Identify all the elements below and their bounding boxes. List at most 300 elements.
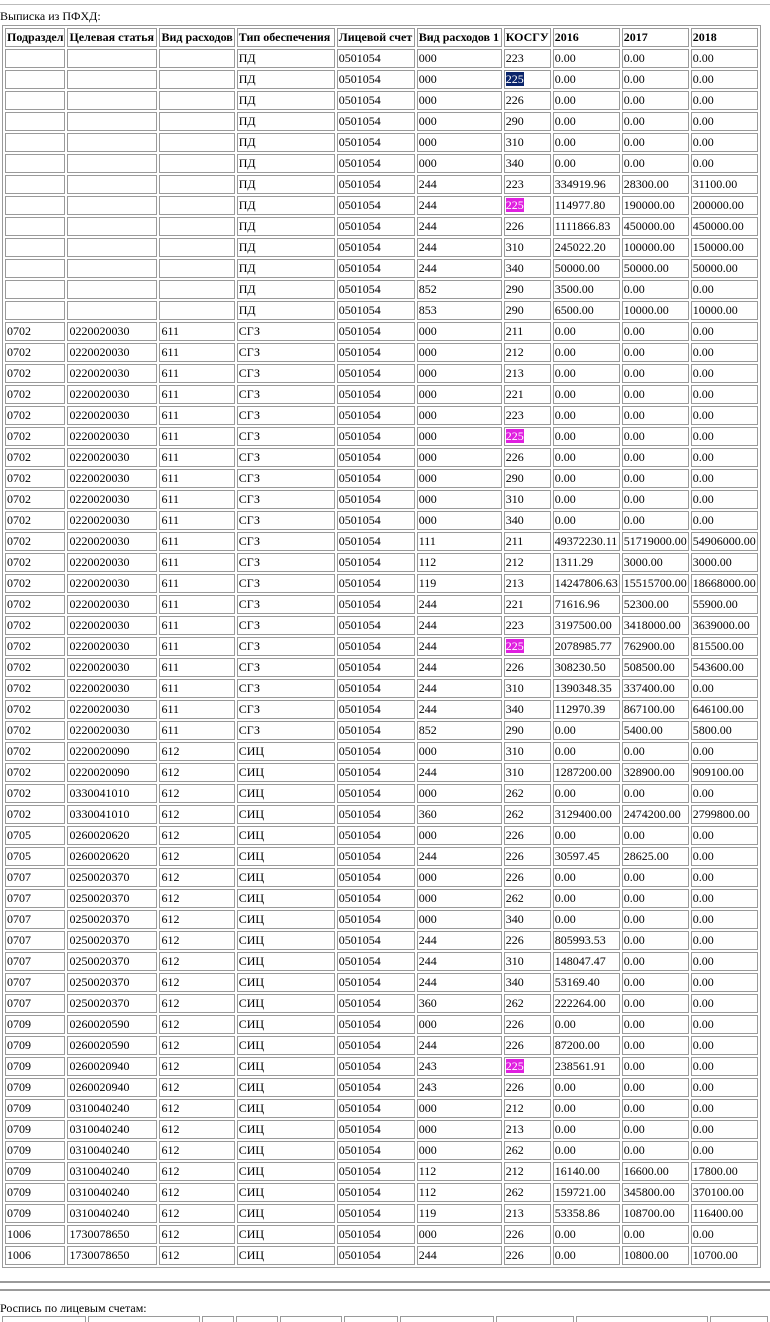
table-row <box>5 910 758 929</box>
cell-col-expense-type: 611 <box>159 553 234 572</box>
cell-col-provision-type: ПД <box>237 217 335 236</box>
cell-col-expense-type-1: 244 <box>417 259 502 278</box>
cell-col-provision-type: СИЦ <box>237 910 335 929</box>
cell-col-expense-type: 612 <box>159 1141 234 1160</box>
cell-col-2018: 116400.00 <box>691 1204 758 1223</box>
cell-col-2016: 0.00 <box>553 826 620 845</box>
cell-col-expense-type: 612 <box>159 742 234 761</box>
cell-col-target-article: 0310040240 <box>67 1162 157 1181</box>
cell-col-2018: 10700.00 <box>691 1246 758 1265</box>
cell-col-kosgu: 340 <box>504 511 551 530</box>
cell-col-expense-type: 612 <box>159 1162 234 1181</box>
header-col-kosgu: КОСГУ <box>504 28 551 47</box>
cell-col-account: 0501054 <box>337 1036 415 1055</box>
cell-col-subsection <box>5 280 65 299</box>
cell-col-subsection: 0709 <box>5 1120 65 1139</box>
cell-col-subsection <box>5 301 65 320</box>
cell-col-target-article: 0220020030 <box>67 490 157 509</box>
cell-col-kosgu: 310 <box>504 490 551 509</box>
cell-col-kosgu: 226 <box>504 868 551 887</box>
table-row <box>5 952 758 971</box>
highlighted-kosgu: 225 <box>505 198 524 212</box>
cell-col-2016: 0.00 <box>553 385 620 404</box>
table-row <box>5 301 758 320</box>
cell-col-2016: 6500.00 <box>553 301 620 320</box>
cell-col-account: 0501054 <box>337 175 415 194</box>
cell-col-target-article: 1730078650 <box>67 1246 157 1265</box>
cell-col-target-article: 0220020030 <box>67 364 157 383</box>
cell-col-2017: 0.00 <box>622 1225 689 1244</box>
cell-col-target-article: 0220020030 <box>67 406 157 425</box>
cell-col-kosgu: 221 <box>504 385 551 404</box>
cell-col-subsection: 0702 <box>5 616 65 635</box>
cell-col-kosgu: 262 <box>504 1183 551 1202</box>
highlighted-kosgu: 225 <box>505 639 524 653</box>
table-row <box>5 196 758 215</box>
cell-col-target-article <box>67 196 157 215</box>
table-row <box>5 700 758 719</box>
cell-col-expense-type: 612 <box>159 1225 234 1244</box>
cell-col-kosgu: 212 <box>504 1099 551 1118</box>
cell-col-2016: 0.00 <box>553 469 620 488</box>
cell-col-target-article <box>67 217 157 236</box>
cell-col-subsection: 0702 <box>5 805 65 824</box>
cell-col-kosgu: 213 <box>504 574 551 593</box>
cell-col-provision-type: СГЗ <box>237 595 335 614</box>
cell-col-expense-type: 612 <box>159 1246 234 1265</box>
cell-col-2018: 0.00 <box>691 952 758 971</box>
table-row <box>5 175 758 194</box>
table-row <box>5 1036 758 1055</box>
cell-col-target-article: 0220020030 <box>67 700 157 719</box>
cell-col-kosgu: 226 <box>504 826 551 845</box>
cell-col-expense-type-1: 000 <box>417 385 502 404</box>
cell-col-2018: 0.00 <box>691 1141 758 1160</box>
cell-col-account: 0501054 <box>337 196 415 215</box>
cell-col-2018: 370100.00 <box>691 1183 758 1202</box>
cell-col-expense-type-1: 000 <box>417 511 502 530</box>
cell-col-expense-type-1: 244 <box>417 616 502 635</box>
cell-col-subsection: 0702 <box>5 658 65 677</box>
cell-col-expense-type-1: 000 <box>417 91 502 110</box>
cell-col-2017: 0.00 <box>622 322 689 341</box>
cell-col-provision-type: СГЗ <box>237 700 335 719</box>
cell-col-account: 0501054 <box>337 490 415 509</box>
cell-col-2017: 108700.00 <box>622 1204 689 1223</box>
cell-col-2017: 52300.00 <box>622 595 689 614</box>
cell-col-kosgu: 226 <box>504 1078 551 1097</box>
table-row <box>5 658 758 677</box>
cell-col-subsection: 0702 <box>5 511 65 530</box>
cell-col-2017: 0.00 <box>622 364 689 383</box>
cell-col-2017: 0.00 <box>622 385 689 404</box>
cell-col-2017: 0.00 <box>622 1036 689 1055</box>
cell-col-2016: 0.00 <box>553 1120 620 1139</box>
cell-col-target-article: 0260020620 <box>67 847 157 866</box>
cell-col-provision-type: СГЗ <box>237 511 335 530</box>
cell-col-target-article: 0220020030 <box>67 595 157 614</box>
table-row <box>5 1057 758 1076</box>
cell-col-provision-type: СГЗ <box>237 427 335 446</box>
cell-col-kosgu: 226 <box>504 448 551 467</box>
header-col-target-article: Целевая статья <box>67 28 157 47</box>
cell-col-account: 0501054 <box>337 91 415 110</box>
cell-col-kosgu: 290 <box>504 721 551 740</box>
cell-col-2017: 0.00 <box>622 91 689 110</box>
header-row <box>5 28 758 47</box>
table-row <box>5 1183 758 1202</box>
cell-col-expense-type <box>159 70 234 89</box>
cell-col-kosgu: 226 <box>504 931 551 950</box>
cell-col-subsection: 0702 <box>5 595 65 614</box>
cell-col-account: 0501054 <box>337 49 415 68</box>
cell-col-2018: 18668000.00 <box>691 574 758 593</box>
cell-col-expense-type-1: 244 <box>417 931 502 950</box>
cell-col-target-article: 0260020940 <box>67 1078 157 1097</box>
cell-col-provision-type: СИЦ <box>237 889 335 908</box>
cell-col-provision-type: СГЗ <box>237 448 335 467</box>
cell-col-2018: 0.00 <box>691 490 758 509</box>
cell-col-expense-type: 611 <box>159 469 234 488</box>
cell-col-provision-type: ПД <box>237 70 335 89</box>
cell-col-provision-type: ПД <box>237 238 335 257</box>
cell-col-provision-type: СИЦ <box>237 1036 335 1055</box>
cell-col-account: 0501054 <box>337 1183 415 1202</box>
cell-col-expense-type-1: 244 <box>417 658 502 677</box>
cell-col-2018: 0.00 <box>691 133 758 152</box>
cell-col-2017: 0.00 <box>622 910 689 929</box>
table-row <box>5 259 758 278</box>
cell-col-kosgu: 212 <box>504 1162 551 1181</box>
cell-col-2017: 0.00 <box>622 1057 689 1076</box>
cell-col-provision-type: СГЗ <box>237 574 335 593</box>
cell-col-expense-type: 612 <box>159 847 234 866</box>
cell-col-kosgu: 211 <box>504 322 551 341</box>
table-row <box>5 70 758 89</box>
cell-col-subsection: 0707 <box>5 952 65 971</box>
cell-col-2017: 10800.00 <box>622 1246 689 1265</box>
cell-col-kosgu: 221 <box>504 595 551 614</box>
cell-col-expense-type-1: 000 <box>417 910 502 929</box>
cell-col-target-article: 0310040240 <box>67 1141 157 1160</box>
cell-col-kosgu: 223 <box>504 175 551 194</box>
cell-col-2018: 0.00 <box>691 826 758 845</box>
cell-col-target-article <box>67 133 157 152</box>
table-row <box>5 1225 758 1244</box>
cell-col-target-article <box>67 49 157 68</box>
table-row <box>5 490 758 509</box>
cell-col-subsection: 0702 <box>5 532 65 551</box>
cell-col-2018: 31100.00 <box>691 175 758 194</box>
cell-col-kosgu: 226 <box>504 1225 551 1244</box>
cell-col-target-article: 0220020030 <box>67 343 157 362</box>
cell-col-expense-type <box>159 175 234 194</box>
cell-col-subsection <box>5 91 65 110</box>
cell-col-expense-type: 612 <box>159 1099 234 1118</box>
cell-col-account: 0501054 <box>337 616 415 635</box>
table-row <box>5 763 758 782</box>
cell-col-expense-type <box>159 301 234 320</box>
cell-col-subsection: 0707 <box>5 910 65 929</box>
cell-col-expense-type <box>159 112 234 131</box>
cell-col-account: 0501054 <box>337 658 415 677</box>
cell-col-2016: 1311.29 <box>553 553 620 572</box>
table-row <box>5 679 758 698</box>
cell-col-expense-type: 611 <box>159 679 234 698</box>
cell-col-provision-type: СИЦ <box>237 1183 335 1202</box>
cell-col-expense-type: 611 <box>159 322 234 341</box>
cell-col-2017: 867100.00 <box>622 700 689 719</box>
cell-col-expense-type-1: 000 <box>417 1015 502 1034</box>
cell-col-expense-type-1: 000 <box>417 742 502 761</box>
cell-col-2017: 328900.00 <box>622 763 689 782</box>
cell-col-target-article: 0220020030 <box>67 322 157 341</box>
cell-col-2018: 0.00 <box>691 322 758 341</box>
cell-col-subsection: 0709 <box>5 1078 65 1097</box>
cell-col-subsection: 0702 <box>5 322 65 341</box>
table-row <box>5 469 758 488</box>
table-row <box>5 217 758 236</box>
cell-col-target-article: 0220020030 <box>67 511 157 530</box>
table-row <box>5 364 758 383</box>
cell-col-2017: 28300.00 <box>622 175 689 194</box>
cell-col-2017: 100000.00 <box>622 238 689 257</box>
cell-col-account: 0501054 <box>337 826 415 845</box>
cell-col-2016: 0.00 <box>553 322 620 341</box>
cell-col-provision-type: СГЗ <box>237 406 335 425</box>
cell-col-2017: 190000.00 <box>622 196 689 215</box>
cell-col-provision-type: ПД <box>237 196 335 215</box>
cell-col-expense-type-1: 000 <box>417 322 502 341</box>
cell-col-2016: 0.00 <box>553 91 620 110</box>
header-col-2016: 2016 <box>553 28 620 47</box>
cell-col-2017: 345800.00 <box>622 1183 689 1202</box>
cell-col-expense-type: 612 <box>159 973 234 992</box>
cell-col-provision-type: СИЦ <box>237 847 335 866</box>
table-row <box>5 406 758 425</box>
cell-col-expense-type-1: 000 <box>417 1225 502 1244</box>
cell-col-kosgu: 223 <box>504 406 551 425</box>
cell-col-kosgu: 340 <box>504 259 551 278</box>
cell-col-account: 0501054 <box>337 721 415 740</box>
cell-col-expense-type-1: 243 <box>417 1078 502 1097</box>
cell-col-kosgu: 212 <box>504 553 551 572</box>
cell-col-expense-type: 611 <box>159 448 234 467</box>
cell-col-2017: 0.00 <box>622 868 689 887</box>
cell-col-subsection: 0707 <box>5 889 65 908</box>
cell-col-2018: 0.00 <box>691 385 758 404</box>
cell-col-expense-type-1: 360 <box>417 994 502 1013</box>
cell-col-2016: 14247806.63 <box>553 574 620 593</box>
cell-col-2016: 0.00 <box>553 70 620 89</box>
cell-col-expense-type-1: 852 <box>417 721 502 740</box>
table-row <box>5 532 758 551</box>
cell-col-2016: 3129400.00 <box>553 805 620 824</box>
cell-col-target-article: 0330041010 <box>67 805 157 824</box>
cell-col-2016: 87200.00 <box>553 1036 620 1055</box>
cell-col-account: 0501054 <box>337 112 415 131</box>
table-row <box>5 574 758 593</box>
cell-col-2017: 450000.00 <box>622 217 689 236</box>
table-row <box>5 427 758 446</box>
cell-col-subsection: 0702 <box>5 574 65 593</box>
cell-col-2018: 0.00 <box>691 112 758 131</box>
cell-col-expense-type: 612 <box>159 784 234 803</box>
cell-col-2018: 150000.00 <box>691 238 758 257</box>
cell-col-target-article <box>67 91 157 110</box>
cell-col-2018: 200000.00 <box>691 196 758 215</box>
cell-col-expense-type-1: 244 <box>417 952 502 971</box>
cell-col-2018: 0.00 <box>691 1015 758 1034</box>
cell-col-2017: 15515700.00 <box>622 574 689 593</box>
cell-col-2017: 762900.00 <box>622 637 689 656</box>
cell-col-target-article: 0220020030 <box>67 427 157 446</box>
cell-col-target-article <box>67 175 157 194</box>
cell-col-2016: 0.00 <box>553 868 620 887</box>
cell-col-provision-type: СГЗ <box>237 532 335 551</box>
cell-col-expense-type-1: 000 <box>417 1099 502 1118</box>
cell-col-account: 0501054 <box>337 1015 415 1034</box>
cell-col-2016: 148047.47 <box>553 952 620 971</box>
cell-col-2018: 909100.00 <box>691 763 758 782</box>
cell-col-target-article: 0220020030 <box>67 658 157 677</box>
cell-col-account: 0501054 <box>337 238 415 257</box>
cell-col-2018: 0.00 <box>691 49 758 68</box>
cell-col-2017: 51719000.00 <box>622 532 689 551</box>
cell-col-2017: 3000.00 <box>622 553 689 572</box>
cell-col-target-article: 0220020030 <box>67 385 157 404</box>
table-row <box>5 805 758 824</box>
cell-col-expense-type <box>159 91 234 110</box>
cell-col-2016: 0.00 <box>553 49 620 68</box>
cell-col-provision-type: СИЦ <box>237 826 335 845</box>
cell-col-kosgu <box>504 196 551 215</box>
cell-col-expense-type-1: 243 <box>417 1057 502 1076</box>
cell-col-2016: 0.00 <box>553 784 620 803</box>
cell-col-2016: 0.00 <box>553 1141 620 1160</box>
cell-col-kosgu: 310 <box>504 679 551 698</box>
cell-col-subsection: 0702 <box>5 469 65 488</box>
pfhd-table <box>2 25 761 1268</box>
cell-col-target-article: 0310040240 <box>67 1183 157 1202</box>
cell-col-2018: 0.00 <box>691 427 758 446</box>
cell-col-provision-type: СИЦ <box>237 1078 335 1097</box>
cell-col-expense-type: 611 <box>159 427 234 446</box>
cell-col-target-article <box>67 280 157 299</box>
cell-col-2016: 0.00 <box>553 889 620 908</box>
cell-col-2018: 0.00 <box>691 1099 758 1118</box>
cell-col-expense-type: 612 <box>159 994 234 1013</box>
cell-col-target-article: 0220020030 <box>67 679 157 698</box>
cell-col-2016: 0.00 <box>553 1099 620 1118</box>
cell-col-account: 0501054 <box>337 1141 415 1160</box>
cell-col-kosgu: 223 <box>504 49 551 68</box>
cell-col-target-article: 0250020370 <box>67 889 157 908</box>
cell-col-kosgu: 340 <box>504 700 551 719</box>
cell-col-2016: 0.00 <box>553 406 620 425</box>
cell-col-2017: 0.00 <box>622 742 689 761</box>
cell-col-expense-type: 611 <box>159 343 234 362</box>
header-col-expense-type: Вид расходов <box>159 28 234 47</box>
table-row <box>5 784 758 803</box>
cell-col-2017: 0.00 <box>622 469 689 488</box>
cell-col-2017: 0.00 <box>622 70 689 89</box>
cell-col-2016: 112970.39 <box>553 700 620 719</box>
cell-col-expense-type: 611 <box>159 511 234 530</box>
cell-col-account: 0501054 <box>337 1057 415 1076</box>
header-col-provision-type: Тип обеспечения <box>237 28 335 47</box>
cell-col-account: 0501054 <box>337 1225 415 1244</box>
cell-col-provision-type: ПД <box>237 154 335 173</box>
cell-col-2017: 0.00 <box>622 49 689 68</box>
cell-col-target-article: 0250020370 <box>67 868 157 887</box>
cell-col-subsection: 0709 <box>5 1099 65 1118</box>
cell-col-2018: 3639000.00 <box>691 616 758 635</box>
cell-col-2017: 0.00 <box>622 1078 689 1097</box>
cell-col-subsection: 0702 <box>5 406 65 425</box>
cell-col-2018: 0.00 <box>691 511 758 530</box>
cell-col-2016: 1287200.00 <box>553 763 620 782</box>
cell-col-expense-type-1: 244 <box>417 217 502 236</box>
cell-col-expense-type: 612 <box>159 763 234 782</box>
cell-col-subsection: 0702 <box>5 343 65 362</box>
cell-col-2018: 10000.00 <box>691 301 758 320</box>
cell-col-account: 0501054 <box>337 364 415 383</box>
table-row <box>5 994 758 1013</box>
cell-col-kosgu: 226 <box>504 217 551 236</box>
cell-col-kosgu: 340 <box>504 154 551 173</box>
cell-col-expense-type-1: 244 <box>417 1246 502 1265</box>
cell-col-provision-type: СГЗ <box>237 637 335 656</box>
cell-col-subsection: 0707 <box>5 931 65 950</box>
cell-col-target-article <box>67 238 157 257</box>
cell-col-expense-type-1: 000 <box>417 427 502 446</box>
cell-col-2016: 0.00 <box>553 1246 620 1265</box>
cell-col-provision-type: СГЗ <box>237 658 335 677</box>
cell-col-provision-type: СИЦ <box>237 1141 335 1160</box>
cell-col-expense-type-1: 000 <box>417 868 502 887</box>
cell-col-account: 0501054 <box>337 511 415 530</box>
cell-col-subsection: 0702 <box>5 448 65 467</box>
cell-col-kosgu: 310 <box>504 952 551 971</box>
cell-col-expense-type-1: 000 <box>417 154 502 173</box>
table-body <box>5 49 758 1265</box>
cell-col-account: 0501054 <box>337 595 415 614</box>
cell-col-account: 0501054 <box>337 1120 415 1139</box>
cell-col-2016: 49372230.11 <box>553 532 620 551</box>
cell-col-2017: 0.00 <box>622 406 689 425</box>
cell-col-account: 0501054 <box>337 574 415 593</box>
cell-col-provision-type: СИЦ <box>237 742 335 761</box>
cell-col-2016: 16140.00 <box>553 1162 620 1181</box>
highlighted-kosgu: 225 <box>505 429 524 443</box>
cell-col-2017: 0.00 <box>622 1099 689 1118</box>
cell-col-expense-type: 611 <box>159 658 234 677</box>
second-table-top <box>0 1316 770 1322</box>
cell-col-2018: 0.00 <box>691 91 758 110</box>
table-row <box>5 1162 758 1181</box>
cell-col-2016: 3500.00 <box>553 280 620 299</box>
cell-col-account: 0501054 <box>337 994 415 1013</box>
table-row <box>5 322 758 341</box>
cell-col-2018: 0.00 <box>691 910 758 929</box>
cell-col-target-article: 0260020620 <box>67 826 157 845</box>
cell-col-provision-type: СИЦ <box>237 784 335 803</box>
cell-col-account: 0501054 <box>337 889 415 908</box>
cell-col-expense-type-1: 000 <box>417 1141 502 1160</box>
cell-col-provision-type: СГЗ <box>237 385 335 404</box>
cell-col-2018: 0.00 <box>691 1078 758 1097</box>
